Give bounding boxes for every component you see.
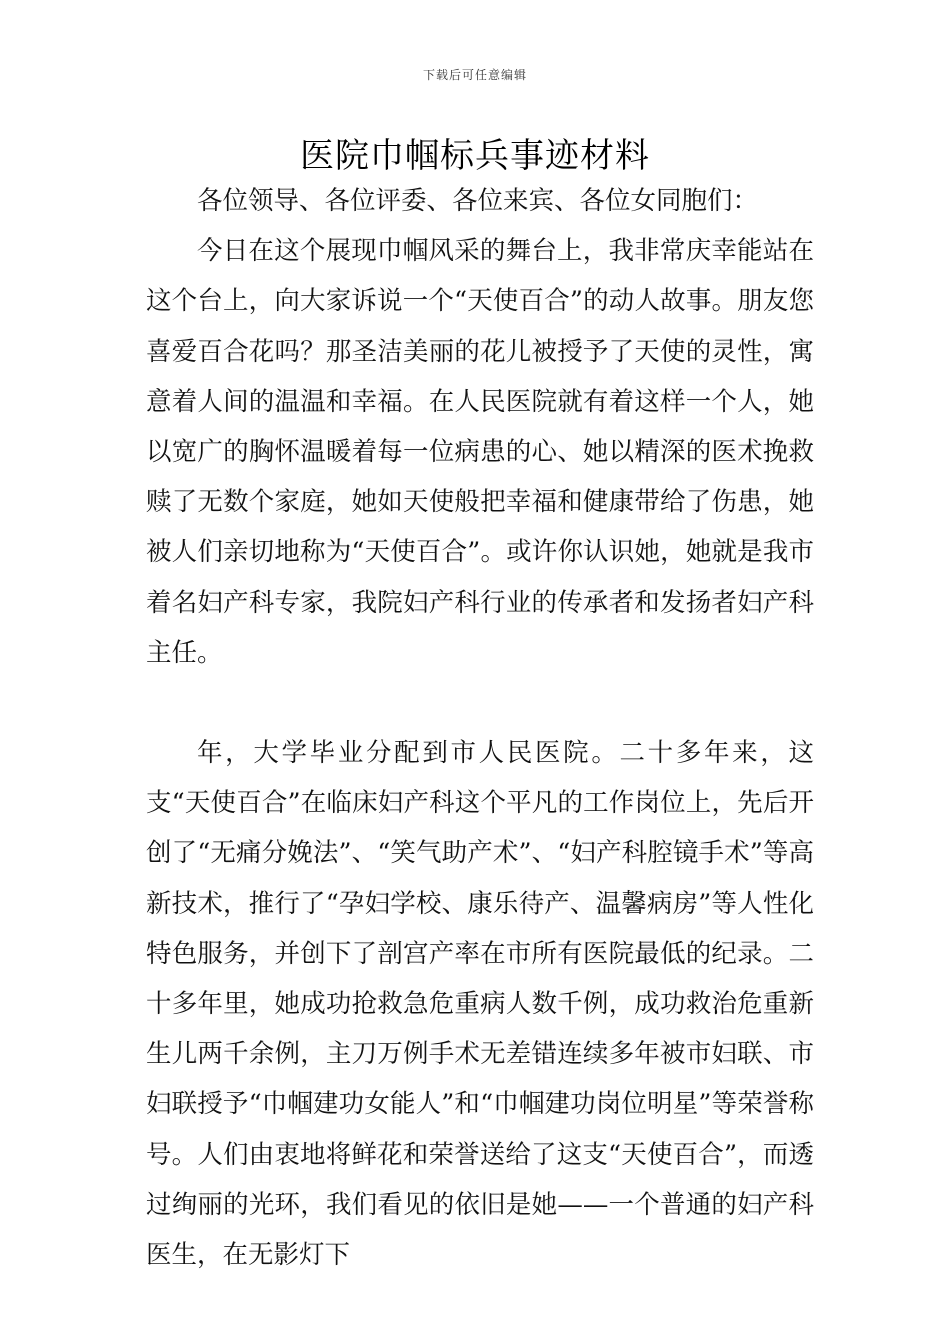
document-title: 医院巾帼标兵事迹材料: [300, 136, 650, 176]
header-note: 下载后可任意编辑: [422, 68, 527, 82]
document-body: [146, 176, 814, 1280]
salutation-paragraph: 各位领导、各位评委、各位来宾、各位女同胞们：: [197, 186, 759, 216]
body-paragraph-1: 今日在这个展现巾帼风采的舞台上，我非常庆幸能站在这个台上，向大家诉说一个“天使百合”的动人故事。朋友您喜爱百合花吗？那圣洁美丽的花儿被授予了天使的灵性，寓意着人间的温温和幸福。在人民医院就有着这样一个人，她以宽广的胸怀温暖着每一位病患的心、她以精深的医术挽救赎了无数个家庭，她如天使般把幸福和健康带给了伤患，她被人们亲切地称为“天使百合”。或许你认识她，她就是我市着名妇产科专家，我院妇产科行业的传承者和发扬者妇产科主任。: [146, 236, 814, 668]
body-paragraph-2: 年，大学毕业分配到市人民医院。二十多年来，这支“天使百合”在临床妇产科这个平凡的工作岗位上，先后开创了“无痛分娩法”、“笑气助产术”、“妇产科腔镜手术”等高新技术，推行了“孕妇学校、康乐待产、温馨病房”等人性化特色服务，并创下了剖宫产率在市所有医院最低的纪录。二十多年里，她成功抢救急危重病人数千例，成功救治危重新生儿两千余例，主刀万例手术无差错连续多年被市妇联、市妇联授予“巾帼建功女能人”和“巾帼建功岗位明星”等荣誉称号。人们由衷地将鲜花和荣誉送给了这支“天使百合”，而透过绚丽的光环，我们看见的依旧是她——一个普通的妇产科医生，在无影灯下: [146, 738, 814, 1271]
